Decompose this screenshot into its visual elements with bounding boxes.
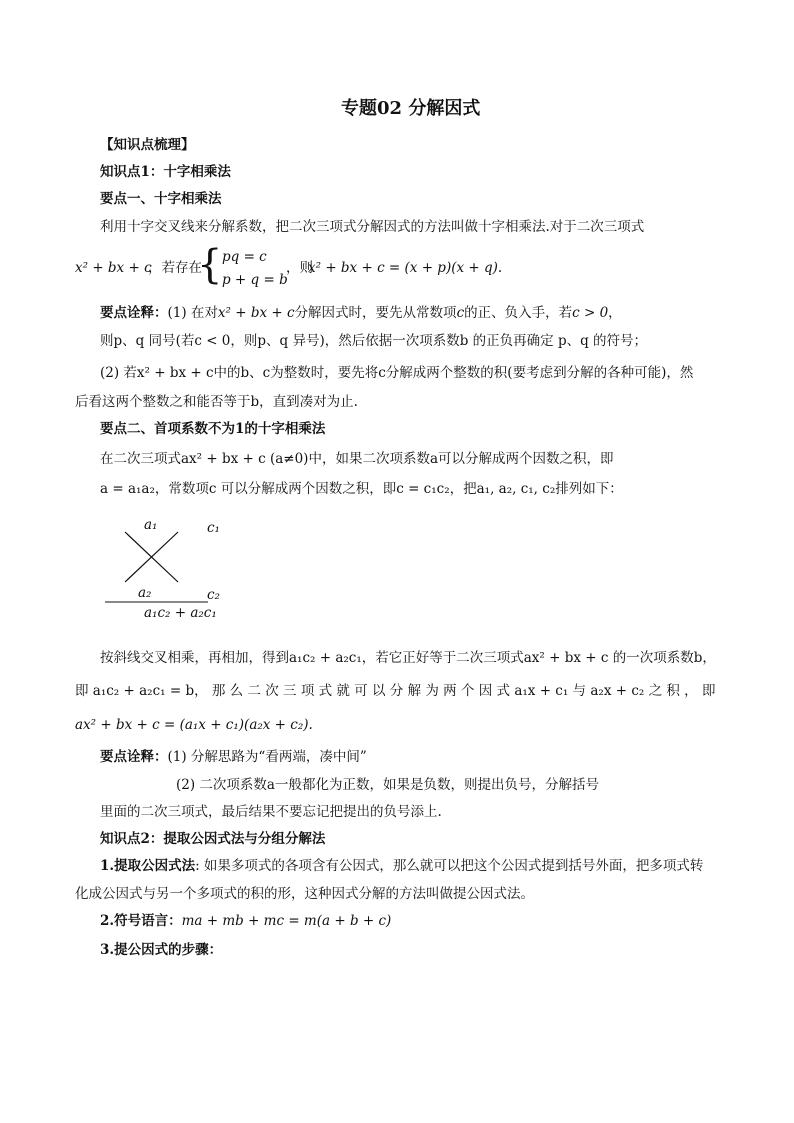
p2-line1: 在二次三项式ax² + bx + c (a≠0)中，如果二次项系数a可以分解成两个因数之积，即 — [100, 451, 614, 467]
system-brace: { — [197, 242, 223, 288]
kp2-item2-expr: ma + mb + mc = m(a + b + c) — [181, 913, 392, 929]
kp1-point1-heading: 要点一、十字相乘法 — [100, 191, 222, 207]
kp1-line2-text: ，若存在 — [148, 260, 202, 276]
note2-line1: (2) 若x² + bx + c中的b、c为整数时，要先将c分解成两个整数的积(要考虑到分解的各种可能)，然 — [100, 365, 694, 381]
kp2-item1-line2: 化成公因式与另一个多项式的积的形，这种因式分解的方法叫做提公因式法。 — [75, 886, 534, 902]
fig-sum: a₁c₂ + a₂c₁ — [144, 605, 217, 621]
note1-b: 分解因式时，要先从常数项 — [294, 305, 457, 321]
kp2-item2 — [100, 912, 391, 930]
note-label: 要点诠释： — [100, 305, 168, 321]
note2-item2: (2) 二次项系数a一般都化为正数，如果是负数，则提出负号，分解括号 — [176, 777, 599, 793]
page-title: 专题02 分解因式 — [341, 98, 481, 119]
kp1-heading: 知识点1：十字相乘法 — [100, 164, 231, 180]
system-top-equation: pq = c — [222, 249, 267, 265]
p3-line3: ax² + bx + c = (a₁x + c₁)(a₂x + c₂). — [75, 717, 313, 733]
note2-line2: 后看这两个整数之和能否等于b，直到凑对为止. — [75, 394, 358, 410]
fig-c1: c₁ — [207, 520, 220, 536]
kp2-item1-text: : 如果多项式的各项含有公因式，那么就可以把这个公因式提到括号外面，把多项式转 — [195, 858, 704, 874]
p2-line2: a = a₁a₂，常数项c 可以分解成两个因数之积，即c = c₁c₂，把a₁, a₂, c₁, c₂排列如下： — [100, 481, 623, 497]
note1-e: c > 0 — [572, 305, 609, 321]
p3-line1: 按斜线交叉相乘，再相加，得到a₁c₂ + a₂c₁，若它正好等于二次三项式ax² + bx + c 的一次项系数b， — [100, 650, 716, 666]
system-bottom-equation: p + q = b — [222, 272, 288, 288]
kp1-line2-then: ，则 — [286, 260, 313, 276]
kp2-item1-label: 1.提取公因式法 — [100, 858, 196, 874]
p3-line2: 即 a₁c₂ + a₂c₁ = b， 那 么 二 次 三 项 式 就 可 以 分 解 为 两 个 因 式 a₁x + c₁ 与 a₂x + c₂ 之 积 ， 即 — [75, 683, 716, 699]
note1-c: c — [456, 305, 465, 321]
expr-quadratic: x² + bx + c — [75, 260, 152, 276]
kp2-item1-line1 — [100, 857, 703, 875]
note-line1 — [100, 304, 622, 322]
note2-item1: (1) 分解思路为“看两端，凑中间” — [167, 749, 367, 765]
kp2-item2-label: 2.符号语言： — [100, 913, 182, 929]
fig-a2: a₂ — [138, 585, 152, 601]
kp1-paragraph-line1: 利用十字交叉线来分解系数，把二次三项式分解因式的方法叫做十字相乘法.对于二次三项式 — [100, 219, 645, 235]
note2-row1 — [100, 748, 367, 766]
note1-line2: 则p、q 同号(若c < 0，则p、q 异号)，然后依据一次项系数b 的正负再确定 p、q 的符号； — [100, 333, 648, 349]
expr-factorization-result: x² + bx + c = (x + p)(x + q). — [308, 260, 503, 276]
kp1-point2-heading: 要点二、首项系数不为1的十字相乘法 — [100, 421, 326, 437]
section-header: 【知识点梳理】 — [100, 137, 195, 153]
note2-label: 要点诠释： — [100, 749, 168, 765]
kp2-item3-label: 3.提公因式的步骤： — [100, 942, 223, 958]
fig-a1: a₁ — [144, 517, 158, 533]
note1-expr: x² + bx + c — [217, 305, 295, 321]
note2-item3: 里面的二次三项式，最后结果不要忘记把提出的负号添上. — [100, 804, 442, 820]
note1-f: ， — [608, 305, 622, 321]
fig-c2: c₂ — [207, 587, 220, 603]
kp2-heading: 知识点2：提取公因式法与分组分解法 — [100, 831, 326, 847]
note1-a: (1) 在对 — [167, 305, 218, 321]
note1-d: 的正、负入手，若 — [464, 305, 573, 321]
